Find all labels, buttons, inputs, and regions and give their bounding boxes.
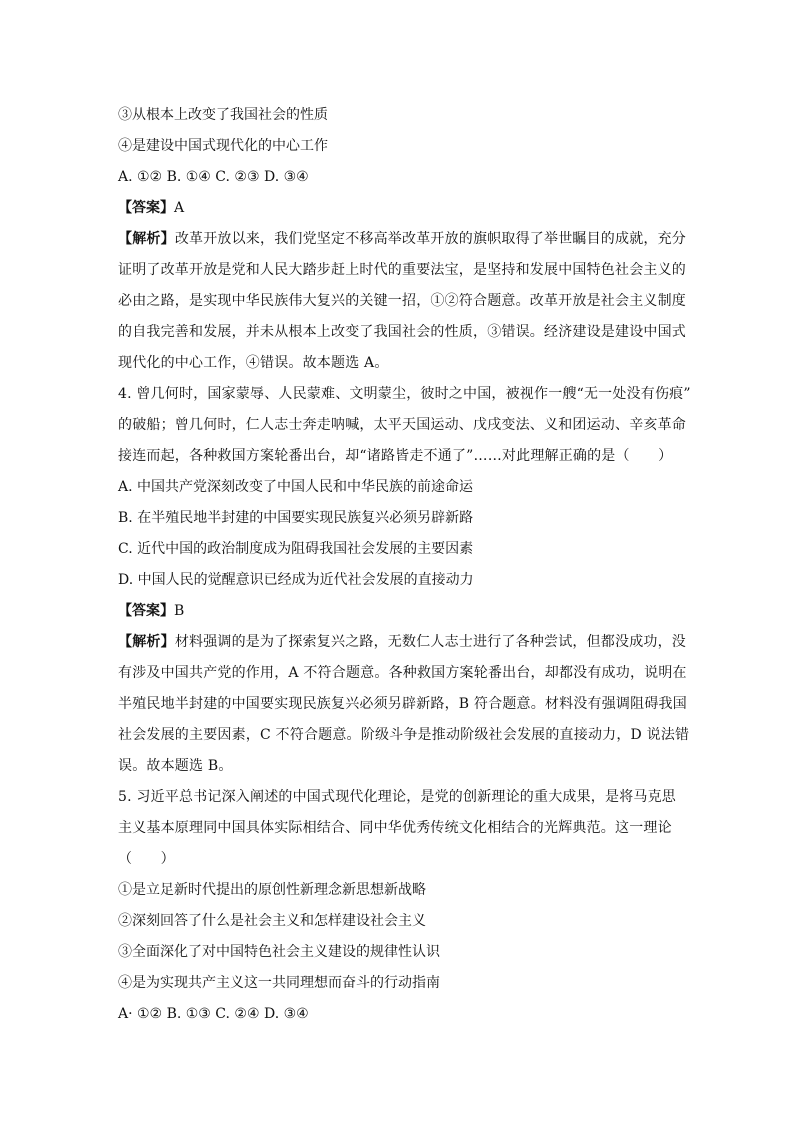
- q5-option-2: ②深刻回答了什么是社会主义和怎样建设社会主义: [118, 913, 426, 929]
- q4-stem: [118, 379, 691, 472]
- stem-line: 的破船；曾几何时，仁人志士奔走呐喊，太平天国运动、戊戌变法、义和团运动、辛亥革命: [118, 417, 686, 433]
- q5-option-3: ③全面深化了对中国特色社会主义建设的规律性认识: [118, 944, 440, 960]
- q4-option-a: A. 中国共产党深刻改变了中国人民和中华民族的前途命运: [118, 479, 474, 495]
- analysis-line: 有涉及中国共产党的作用，A 不符合题意。各种救国方案轮番出台，却都没有成功，说明在: [118, 665, 687, 681]
- q3-option-4: ④是建设中国式现代化的中心工作: [118, 138, 328, 154]
- q4-analysis: [118, 627, 690, 782]
- analysis-line: 证明了改革开放是党和人民大踏步赶上时代的重要法宝，是坚持和发展中国特色社会主义的: [118, 262, 686, 278]
- q4-option-c: C. 近代中国的政治制度成为阻碍我国社会发展的主要因素: [118, 541, 474, 557]
- analysis-text: 改革开放以来，我们党坚定不移高举改革开放的旗帜取得了举世瞩目的成就，充分: [174, 231, 687, 247]
- q3-analysis: [118, 224, 687, 379]
- stem-line: 5. 习近平总书记深入阐述的中国式现代化理论，是党的创新理论的重大成果，是将马克思: [118, 789, 677, 805]
- q3-answer: [118, 193, 678, 224]
- analysis-line: 半殖民地半封建的中国要实现民族复兴必须另辟新路，B 符合题意。材料没有强调阻碍我国: [118, 696, 687, 712]
- q3-option-3: ③从根本上改变了我国社会的性质: [118, 107, 328, 123]
- analysis-line: [118, 224, 687, 255]
- analysis-tag: 【解析】: [118, 634, 175, 650]
- stem-line: （ ）: [118, 851, 175, 867]
- q4-option-d: D. 中国人民的觉醒意识已经成为近代社会发展的直接动力: [118, 572, 474, 588]
- analysis-tag: 【解析】: [118, 231, 175, 247]
- q4-answer: [118, 596, 678, 627]
- stem-line: 主义基本原理同中国具体实际相结合、同中华优秀传统文化相结合的光辉典范。这一理论: [118, 820, 672, 836]
- analysis-text: 材料强调的是为了探索复兴之路，无数仁人志士进行了各种尝试，但都没成功，没: [174, 634, 687, 650]
- q5-choices: A· ①② B. ①③ C. ②④ D. ③④: [118, 1006, 309, 1022]
- stem-line: 接连而起，各种救国方案轮番出台，却“诸路皆走不通了”……对此理解正确的是（ ）: [118, 448, 673, 464]
- analysis-line: 社会发展的主要因素，C 不符合题意。阶级斗争是推动阶级社会发展的直接动力，D 说法错: [118, 727, 690, 743]
- analysis-line: 的自我完善和发展，并未从根本上改变了我国社会的性质，③错误。经济建设是建设中国式: [118, 324, 686, 340]
- answer-tag: 【答案】: [118, 603, 174, 619]
- analysis-line: 误。故本题选 B。: [118, 758, 233, 774]
- analysis-line: 现代化的中心工作，④错误。故本题选 A。: [118, 355, 389, 371]
- analysis-line: 必由之路，是实现中华民族伟大复兴的关键一招，①②符合题意。改革开放是社会主义制度: [118, 293, 686, 309]
- answer-value: B: [174, 603, 185, 619]
- stem-line: 4. 曾几何时，国家蒙辱、人民蒙难、文明蒙尘，彼时之中国，被视作一艘“无一处没有伤痕”: [118, 386, 691, 402]
- analysis-line: [118, 627, 687, 658]
- q5-stem: [118, 782, 678, 875]
- q5-option-1: ①是立足新时代提出的原创性新理念新思想新战略: [118, 882, 426, 898]
- answer-tag: 【答案】: [118, 200, 174, 216]
- page-content: [118, 100, 691, 1030]
- q5-option-4: ④是为实现共产主义这一共同理想而奋斗的行动指南: [118, 975, 440, 991]
- q4-option-b: B. 在半殖民地半封建的中国要实现民族复兴必须另辟新路: [118, 510, 474, 526]
- q3-choices: A. ①② B. ①④ C. ②③ D. ③④: [118, 169, 309, 185]
- answer-value: A: [174, 200, 185, 216]
